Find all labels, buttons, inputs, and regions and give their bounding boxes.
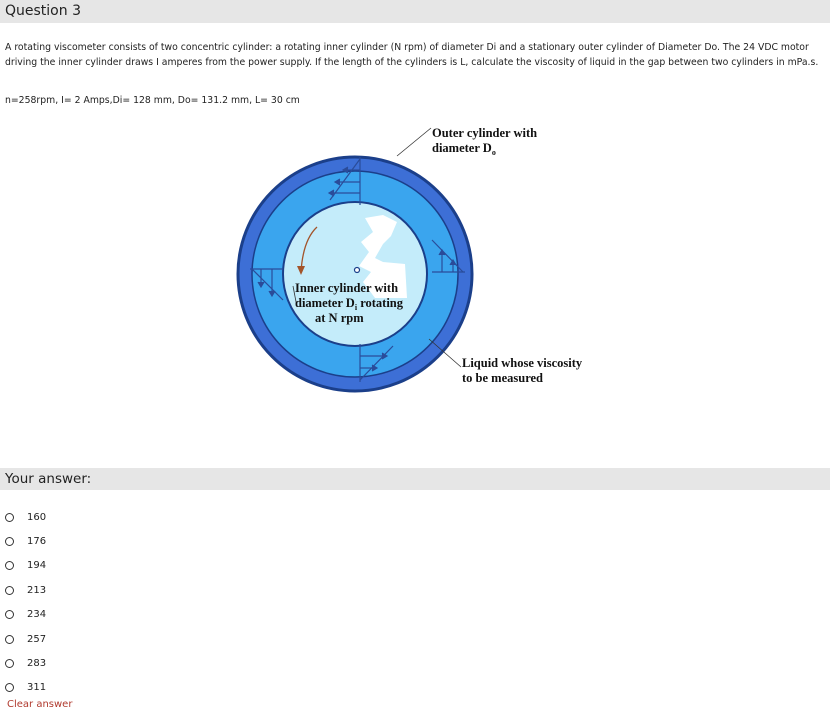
radio-button[interactable] (5, 635, 14, 644)
radio-button[interactable] (5, 586, 14, 595)
inner-label-line2-tail: rotating (357, 296, 404, 310)
outer-cylinder-label (432, 126, 537, 140)
radio-button[interactable] (5, 683, 14, 692)
inner-cylinder-label-3 (315, 311, 364, 325)
radio-button[interactable] (5, 610, 14, 619)
radio-button[interactable] (5, 561, 14, 570)
answer-option[interactable] (4, 505, 46, 529)
outer-label-leader (397, 128, 431, 156)
outer-label-subscript: o (491, 148, 496, 157)
question-title: Question 3 (5, 3, 81, 19)
liquid-label-line2: to be measured (462, 371, 544, 385)
liquid-label-2 (462, 371, 543, 385)
answer-option[interactable] (4, 578, 46, 602)
answer-option[interactable] (4, 529, 46, 553)
answer-options (4, 505, 46, 700)
outer-label-line1: Outer cylinder with (432, 126, 538, 140)
liquid-label-line1: Liquid whose viscosity (462, 356, 583, 370)
answer-option[interactable] (4, 676, 46, 700)
option-label[interactable]: 194 (27, 560, 47, 572)
option-label[interactable]: 176 (27, 536, 47, 548)
option-label[interactable]: 257 (27, 633, 47, 645)
inner-label-line2: diameter D (295, 296, 355, 310)
answer-option[interactable] (4, 603, 46, 627)
outer-cylinder-label-2 (432, 141, 496, 157)
radio-button[interactable] (5, 659, 14, 668)
option-label[interactable]: 311 (27, 682, 47, 694)
option-label[interactable]: 283 (27, 658, 47, 670)
radio-button[interactable] (5, 513, 14, 522)
inner-label-subscript: i (354, 303, 358, 312)
outer-label-line2: diameter D (432, 141, 492, 155)
answer-header (0, 468, 830, 490)
answer-option[interactable] (4, 651, 46, 675)
answer-title: Your answer: (5, 471, 92, 487)
center-point (355, 268, 360, 273)
inner-cylinder-label (295, 281, 398, 295)
question-text: A rotating viscometer consists of two concentric cylinder: a rotating inner cylinder (N rpm) of diameter Di and a stationary outer cylinder of Diameter Do. The 24 VDC motor driving the inner cylinder draws I amperes from the power supply. If the length of the cylinders is L, calculate the viscosity of liquid in the gap between two cylinders in mPa.s. (5, 42, 819, 68)
given-values: n=258rpm, I= 2 Amps,Di= 128 mm, Do= 131.2 mm, L= 30 cm (5, 95, 300, 106)
viscometer-figure (225, 112, 625, 402)
viscometer-diagram (225, 112, 625, 402)
option-label[interactable]: 234 (27, 609, 47, 621)
answer-option[interactable] (4, 554, 46, 578)
inner-cylinder-label-2 (295, 296, 404, 312)
liquid-label (462, 356, 583, 370)
radio-button[interactable] (5, 537, 14, 546)
option-label[interactable]: 213 (27, 584, 47, 596)
clear-answer-link[interactable]: Clear answer (7, 699, 73, 710)
answer-option[interactable] (4, 627, 46, 651)
question-header (0, 0, 830, 23)
inner-label-line1: Inner cylinder with (295, 281, 399, 295)
option-label[interactable]: 160 (27, 511, 47, 523)
inner-label-line3: at N rpm (315, 311, 364, 325)
